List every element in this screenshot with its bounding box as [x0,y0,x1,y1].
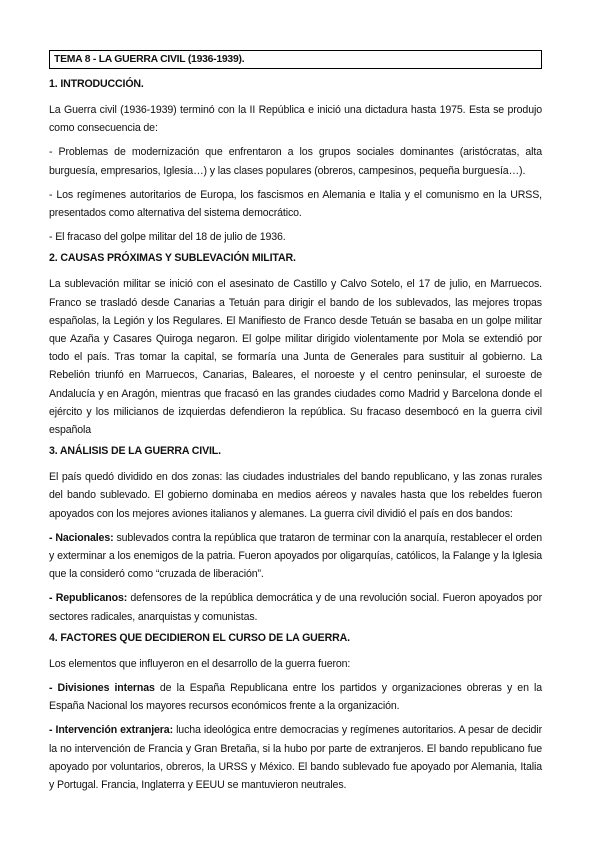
paragraph-text: de la España Republicana entre los partidos y organizaciones obreras y en la España Nacional los mayores recursos económicos frente a la organización. [49,682,542,713]
paragraph [49,101,542,137]
paragraph [49,721,542,794]
paragraph-text: lucha ideológica entre democracias y regímenes autoritarios. A pesar de decidir la no intervención de Francia y Gran Bretaña, si la hubo por parte de extranjeros. El bando republicano fue apoyado por voluntarios, obreros, la URSS y México. El bando sublevado fue apoyado por Alemania, Italia y Portugal. Francia, Inglaterra y EEUU se mantuvieron neutrales. [49,724,542,792]
paragraph-text: defensores de la república democrática y de una revolución social. Fueron apoyados por sectores radicales, anarquistas y comunistas. [49,592,542,623]
paragraph-text: Los elementos que influyeron en el desarrollo de la guerra fueron: [49,657,351,670]
section-heading-analisis: 3. ANÁLISIS DE LA GUERRA CIVIL. [49,445,221,458]
paragraph-lead: - Intervención extranjera: [49,724,173,737]
paragraph [49,655,542,673]
paragraph-text: La Guerra civil (1936-1939) terminó con la II República e inició una dictadura hasta 1975. Esta se produjo como consecuencia de: [49,104,542,135]
paragraph [49,186,542,222]
paragraph-lead: - Divisiones internas [49,682,155,695]
paragraph-text: sublevados contra la república que trataron de terminar con la anarquía, restablecer el orden y exterminar a los enemigos de la patria. Fueron apoyados por oligarquías, católicos, la Falange y la Iglesia que la consideró como “cruzada de liberación”. [49,531,542,581]
section-heading-causas: 2. CAUSAS PRÓXIMAS Y SUBLEVACIÓN MILITAR. [49,252,296,265]
paragraph [49,529,542,584]
paragraph-text: La sublevación militar se inició con el asesinato de Castillo y Calvo Sotelo, el 17 de julio, en Marruecos. Franco se trasladó desde Canarias a Tetuán para dirigir el bando de los sublevados, las mejores tropas españolas, la Legión y los Regulares. El Manifiesto de Franco desde Tetuán se basaba en un golpe militar que Azaña y Casares Quiroga negaron. El golpe militar dirigido violentamente por Mola se extendió por todo el país. Tras tomar la capital, se formaría una Junta de Generales para sustituir al gobierno. La Rebelión triunfó en Marruecos, Canarias, Baleares, el noroeste y el centro peninsular, el suroeste de Andalucía y en Aragón, mientras que fracasó en las grandes ciudades como Madrid y Barcelona donde el ejército y los milicianos de izquierdas defendieron la república. Su fracaso desembocó en la guerra civil española [49,278,542,437]
paragraph-text: - Los regímenes autoritarios de Europa, los fascismos en Alemania e Italia y el comunismo en la URSS, presentados como alternativa del sistema democrático. [49,188,542,220]
paragraph-text: El país quedó dividido en dos zonas: las ciudades industriales del bando republicano, y las zonas rurales del bando sublevado. El gobierno dominaba en medios aéreos y navales hasta que los rebeldes fueron apoyados con los mejores aviones italianos y alemanes. La guerra civil dividió el país en dos bandos: [49,471,542,520]
section-heading-introduccion: 1. INTRODUCCIÓN. [49,78,144,90]
paragraph [49,228,542,246]
paragraph [49,275,542,439]
document-title: TEMA 8 - LA GUERRA CIVIL (1936-1939). [49,50,542,69]
paragraph [49,468,542,523]
paragraph-lead: - Republicanos: [49,592,128,605]
paragraph [49,679,542,715]
paragraph-text: - El fracaso del golpe militar del 18 de julio de 1936. [49,231,286,244]
paragraph [49,143,542,179]
paragraph [49,589,542,625]
section-heading-factores: 4. FACTORES QUE DECIDIERON EL CURSO DE LA GUERRA. [49,631,350,644]
paragraph-lead: - Nacionales: [49,531,114,544]
paragraph-text: - Problemas de modernización que enfrentaron a los grupos sociales dominantes (aristócratas, alta burguesía, empresarios, Iglesia…) y las clases populares (obreros, campesinos, pequeña burguesía…). [49,146,542,177]
